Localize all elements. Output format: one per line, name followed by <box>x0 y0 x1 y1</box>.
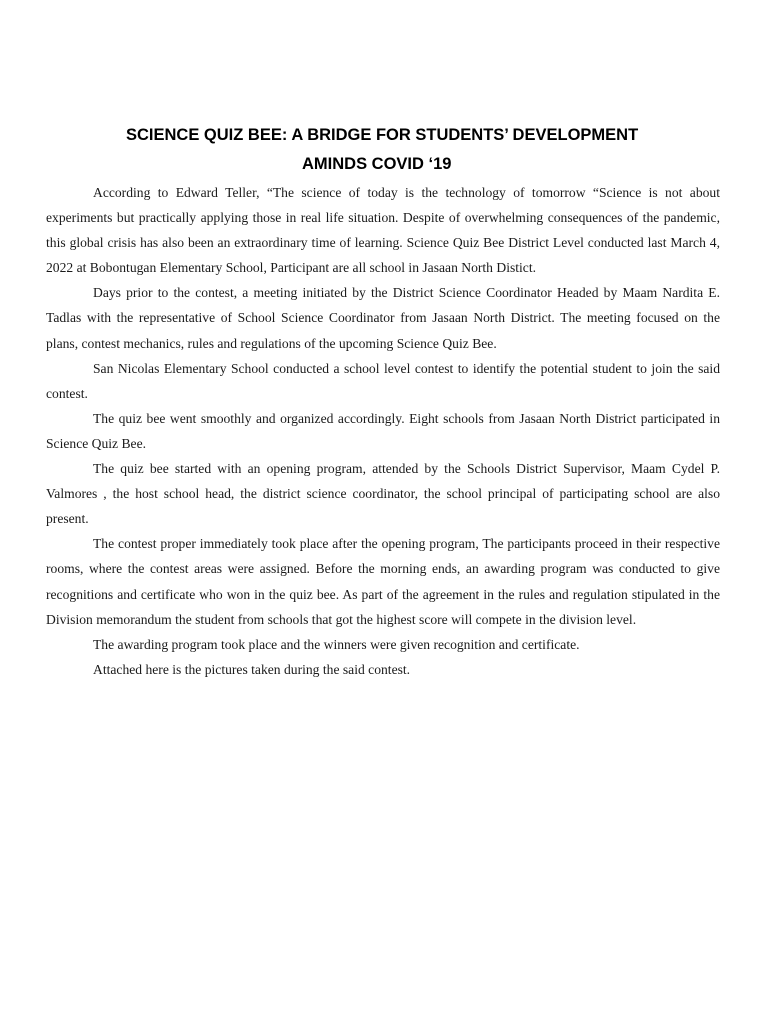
title-line-2: AMINDS COVID ‘19 <box>302 155 452 173</box>
paragraph-awarding: The awarding program took place and the winners were given recognition and certificate. <box>93 636 580 652</box>
paragraph-contest-proper: The contest proper immediately took place after the opening program, The participants proceed in their respective rooms, where the contest areas were assigned. Before the morning ends, an awarding program was conducted to give recognitions and certificate who won in the quiz bee. As part of the agreement in the rules and regulation stipulated in the Division memorandum the student from schools that got the highest score will compete in the division level. <box>46 536 720 627</box>
document-body <box>46 180 720 682</box>
title-line-1: SCIENCE QUIZ BEE: A BRIDGE FOR STUDENTS’ DEVELOPMENT <box>126 126 639 144</box>
paragraph-school-level: San Nicolas Elementary School conducted a school level contest to identify the potential student to join the said contest. <box>46 360 720 401</box>
paragraph-intro: According to Edward Teller, “The science of today is the technology of tomorrow “Science is not about experiments but practically applying those in real life situation. Despite of overwhelming consequences of the pandemic, this global crisis has also been an extraordinary time of learning. Science Quiz Bee District Level conducted last March 4, 2022 at Bobontugan Elementary School, Participant are all school in Jasaan North Distict. <box>46 185 720 276</box>
paragraph-meeting: Days prior to the contest, a meeting initiated by the District Science Coordinator Headed by Maam Nardita E. Tadlas with the representative of School Science Coordinator from Jasaan North District. The meeting focused on the plans, contest mechanics, rules and regulations of the upcoming Science Quiz Bee. <box>46 285 720 351</box>
paragraph-attached-pictures: Attached here is the pictures taken during the said contest. <box>93 661 411 677</box>
paragraph-opening-program: The quiz bee started with an opening program, attended by the Schools District Supervisor, Maam Cydel P. Valmores , the host school head, the district science coordinator, the school principal of participating school are also present. <box>46 461 720 527</box>
paragraph-quiz-bee: The quiz bee went smoothly and organized accordingly. Eight schools from Jasaan North District participated in Science Quiz Bee. <box>46 410 720 451</box>
